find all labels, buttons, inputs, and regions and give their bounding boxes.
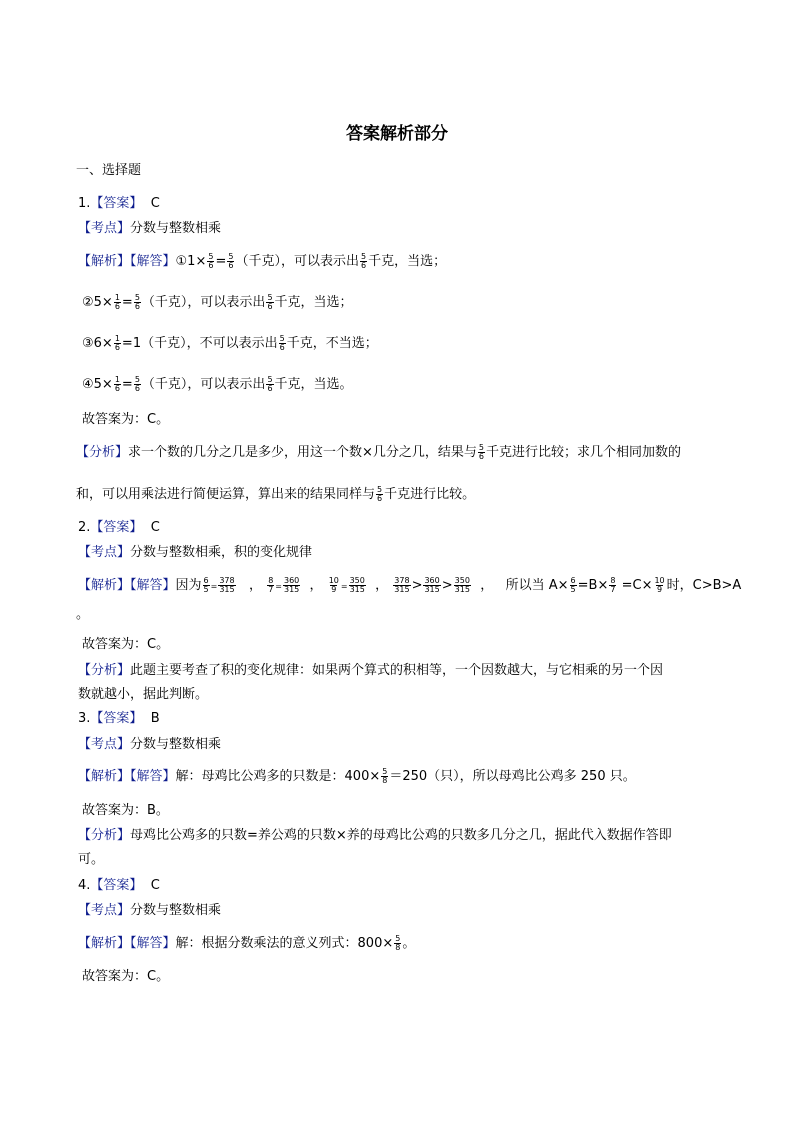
q4-l1a: 解：根据分数乘法的意义列式：800× [175, 936, 394, 951]
q3-an1: 母鸡比公鸡多的只数=养公鸡的只数×养的母鸡比公鸡的只数多几分之几，据此代入数据作答即 [130, 828, 672, 843]
q1-l2d: 千克，当选； [274, 295, 353, 310]
q1-an2a: 和，可以用乘法进行简便运算，算出来的结果同样与 [76, 487, 376, 502]
fraction: $\frac{5}{6}$ [267, 293, 273, 311]
q1-l3b: =1（千克），不可以表示出 [121, 336, 278, 351]
q4-number: 4. [78, 878, 91, 893]
q3-conclusion: 故答案为：B。 [82, 803, 169, 818]
fraction: $\frac{378}{315}$ [394, 576, 410, 594]
q1-an1a: 求一个数的几分之几是多少，用这一个数×几分之几，结果与 [128, 445, 477, 460]
q2-solution-line-1 [78, 577, 741, 596]
q1-l1a: ①1× [175, 254, 207, 269]
fenxi-label: 【分析】 [76, 445, 129, 460]
q2-gt: > [411, 578, 423, 593]
q4-answer-line [78, 877, 160, 895]
q2-result: 时，C>B>A [666, 578, 742, 593]
jieda-label: 【解答】 [130, 769, 176, 784]
point-label: 【考点】 [78, 545, 131, 560]
fraction: $\frac{5}{6}$ [208, 252, 214, 270]
q2-gt: > [441, 578, 453, 593]
q1-l2a: ②5× [82, 295, 113, 310]
fraction: $\frac{350}{315}$ [454, 576, 470, 594]
fraction: $\frac{10}{9}$ [328, 576, 339, 594]
fraction: $\frac{8}{7}$ [610, 576, 616, 594]
q2-an1: 此题主要考查了积的变化规律：如果两个算式的积相等，一个因数越大，与它相乘的另一个因 [130, 663, 664, 678]
q1-solution-line-2 [82, 294, 353, 312]
fraction: $\frac{5}{6}$ [360, 252, 367, 270]
q3-l1b: ＝250（只），所以母鸡比公鸡多 250 只。 [389, 769, 636, 784]
jieda-label: 【解答】 [130, 936, 176, 951]
q1-analysis-line-1 [76, 444, 681, 462]
q1-l1c: （千克），可以表示出 [235, 254, 359, 269]
jiexi-label: 【解析】 [78, 769, 131, 784]
fraction: $\frac{8}{7}$ [268, 576, 274, 594]
q1-l1d: 千克，当选； [368, 254, 447, 269]
q1-l2b: = [121, 295, 133, 310]
section-heading: 一、选择题 [76, 163, 142, 178]
fraction: $\frac{1}{6}$ [114, 334, 120, 352]
q2-b: =B× [577, 578, 609, 593]
q2-comma: ， [375, 578, 389, 593]
q1-an1b: 千克进行比较；求几个相同加数的 [486, 445, 682, 460]
q2-comma: ， [309, 578, 323, 593]
jieda-label: 【解答】 [130, 578, 176, 593]
q1-l4d: 千克，当选。 [274, 377, 353, 392]
q3-analysis-line-1 [78, 827, 672, 845]
jieda-label: 【解答】 [130, 254, 176, 269]
q3-point-line [78, 736, 221, 754]
jiexi-label: 【解析】 [78, 578, 131, 593]
q3-point: 分数与整数相乘 [130, 737, 222, 752]
point-label: 【考点】 [78, 221, 131, 236]
page-title: 答案解析部分 [346, 124, 448, 144]
q1-number: 1. [78, 196, 91, 211]
q1-answer: C [150, 196, 160, 211]
fraction: $\frac{5}{6}$ [478, 443, 485, 461]
point-label: 【考点】 [78, 903, 131, 918]
q2-dot: 。 [76, 607, 90, 622]
fraction: $\frac{6}{5}$ [570, 576, 576, 594]
answer-label: 【答案】 [90, 520, 143, 535]
q4-answer: C [150, 878, 160, 893]
q2-point: 分数与整数相乘，积的变化规律 [130, 545, 313, 560]
q1-solution-line-1 [78, 253, 446, 271]
q2-answer-line [78, 519, 160, 537]
fraction: $\frac{1}{6}$ [114, 293, 120, 311]
q3-solution-line [78, 768, 636, 786]
fraction: $\frac{6}{5}$ [203, 576, 209, 594]
q2-analysis-line-1 [78, 662, 663, 680]
q4-conclusion: 故答案为：C。 [82, 969, 170, 984]
q2-point-line [78, 544, 312, 562]
q1-point-line [78, 220, 221, 238]
q4-l1b: 。 [402, 936, 416, 951]
q1-answer-line [78, 195, 160, 213]
q1-l3c: 千克，不当选； [286, 336, 378, 351]
fraction: $\frac{5}{6}$ [228, 252, 234, 270]
q2-comma: ， [249, 578, 263, 593]
q2-conclusion: 故答案为：C。 [82, 637, 170, 652]
q1-solution-line-3 [82, 335, 378, 353]
fraction: $\frac{5}{8}$ [382, 767, 388, 785]
q1-conclusion: 故答案为：C。 [82, 412, 170, 427]
fraction: $\frac{5}{6}$ [134, 375, 140, 393]
q3-number: 3. [78, 711, 91, 726]
q2-because: 因为 [175, 578, 202, 593]
q2-number: 2. [78, 520, 91, 535]
q1-point: 分数与整数相乘 [130, 221, 222, 236]
q3-l1a: 解：母鸡比公鸡多的只数是：400× [175, 769, 381, 784]
q1-l1b: = [215, 254, 227, 269]
fraction: $\frac{5}{8}$ [395, 934, 401, 952]
fraction: $\frac{5}{6}$ [267, 375, 273, 393]
q3-answer: B [150, 711, 160, 726]
q1-an2b: 千克进行比较。 [384, 487, 476, 502]
fraction: $\frac{360}{315}$ [424, 576, 440, 594]
point-label: 【考点】 [78, 737, 131, 752]
q2-so: 所以当 A× [505, 578, 569, 593]
q1-l4b: = [121, 377, 133, 392]
q2-eq: = [275, 582, 282, 591]
fenxi-label: 【分析】 [78, 828, 131, 843]
fraction: $\frac{5}{6}$ [279, 334, 285, 352]
q3-answer-line [78, 710, 160, 728]
q1-analysis-line-2 [76, 486, 475, 504]
answer-label: 【答案】 [90, 878, 143, 893]
q4-solution-line [78, 935, 415, 953]
q2-answer: C [150, 520, 160, 535]
answer-label: 【答案】 [90, 196, 143, 211]
fraction: $\frac{360}{315}$ [283, 576, 300, 594]
fraction: $\frac{10}{9}$ [654, 576, 665, 594]
q3-analysis-line-2: 可。 [78, 852, 105, 867]
fraction: $\frac{350}{315}$ [349, 576, 365, 594]
jiexi-label: 【解析】 [78, 936, 131, 951]
jiexi-label: 【解析】 [78, 254, 131, 269]
fraction: $\frac{378}{315}$ [219, 576, 235, 594]
q4-point: 分数与整数相乘 [130, 903, 222, 918]
q2-eq: = [210, 582, 218, 591]
q1-l4c: （千克），可以表示出 [141, 377, 266, 392]
q4-point-line [78, 902, 221, 920]
q2-comma: ， [480, 578, 494, 593]
q1-l3a: ③6× [82, 336, 113, 351]
fraction: $\frac{1}{6}$ [114, 375, 120, 393]
q2-c: =C× [621, 578, 653, 593]
q1-solution-line-4 [82, 376, 353, 394]
q2-analysis-line-2: 数就越小，据此判断。 [78, 687, 209, 702]
q1-l4a: ④5× [82, 377, 113, 392]
q1-l2c: （千克），可以表示出 [141, 295, 266, 310]
fraction: $\frac{5}{6}$ [134, 293, 140, 311]
fraction: $\frac{5}{6}$ [377, 485, 383, 503]
q2-eq: = [340, 582, 348, 591]
answer-label: 【答案】 [90, 711, 143, 726]
fenxi-label: 【分析】 [78, 663, 131, 678]
